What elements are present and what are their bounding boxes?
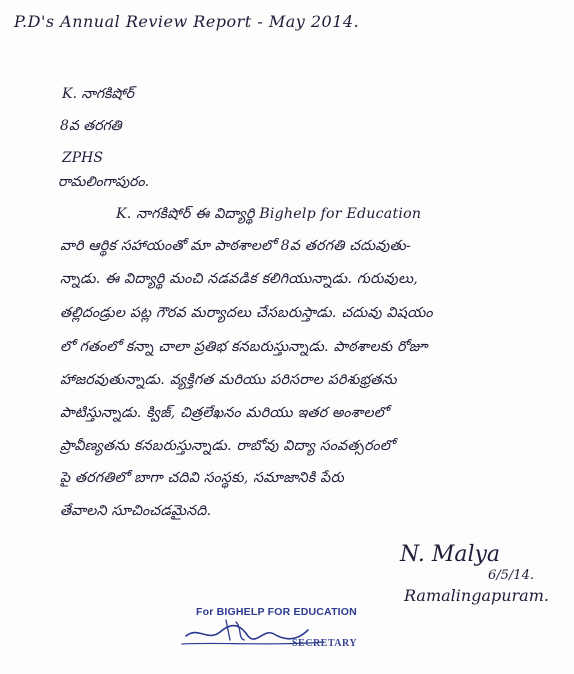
- address-line-class: 8వ తరగతి: [60, 118, 122, 134]
- body-line: పాటిస్తున్నాడు. క్విజ్, చిత్రలేఖనం మరియు ఇతర అంశాలలో: [60, 405, 389, 421]
- body-line: వారి ఆర్థిక సహాయంతో మా పాఠశాలలో 8వ తరగతి చదువుతు-: [60, 238, 411, 254]
- report-heading: P.D's Annual Review Report - May 2014.: [14, 12, 360, 31]
- body-line: ప్రావీణ్యతను కనబరుస్తున్నాడు. రాబోవు విద్యా సంవత్సరంలో: [60, 438, 395, 454]
- stamp-organization: For BIGHELP FOR EDUCATION: [196, 606, 357, 618]
- body-line: లో గతంలో కన్నా చాలా ప్రతిభ కనబరుస్తున్నాడు. పాఠశాలకు రోజూ: [60, 339, 428, 355]
- address-line-name: K. నాగకిషోర్: [62, 86, 134, 102]
- body-line: హాజరవుతున్నాడు. వ్యక్తిగత మరియు పరిసరాల పరిశుభ్రతను: [60, 372, 397, 388]
- body-line: తల్లిదండ్రుల పట్ల గౌరవ మర్యాదలు చేసబరుస్తాడు. చదువు విషయం: [60, 305, 433, 321]
- stamp-role: SECRETARY: [292, 638, 358, 649]
- address-line-village: రామలింగాపురం.: [58, 174, 150, 190]
- body-line: తేవాలని సూచించడమైనది.: [60, 503, 212, 519]
- body-line: పై తరగతిలో బాగా చదివి సంస్థకు, సమాజానికి పేరు: [60, 470, 344, 486]
- body-line: న్నాడు. ఈ విద్యార్థి మంచి నడవడిక కలిగియున్నాడు. గురువులు,: [60, 271, 418, 287]
- signer-signature: N. Malya: [400, 542, 501, 567]
- body-line: K. నాగకిషోర్ ఈ విద్యార్థి Bighelp for Education: [116, 206, 422, 222]
- address-line-school: ZPHS: [62, 150, 103, 166]
- signature-date: 6/5/14.: [488, 568, 534, 583]
- signature-place: Ramalingapuram.: [404, 586, 549, 605]
